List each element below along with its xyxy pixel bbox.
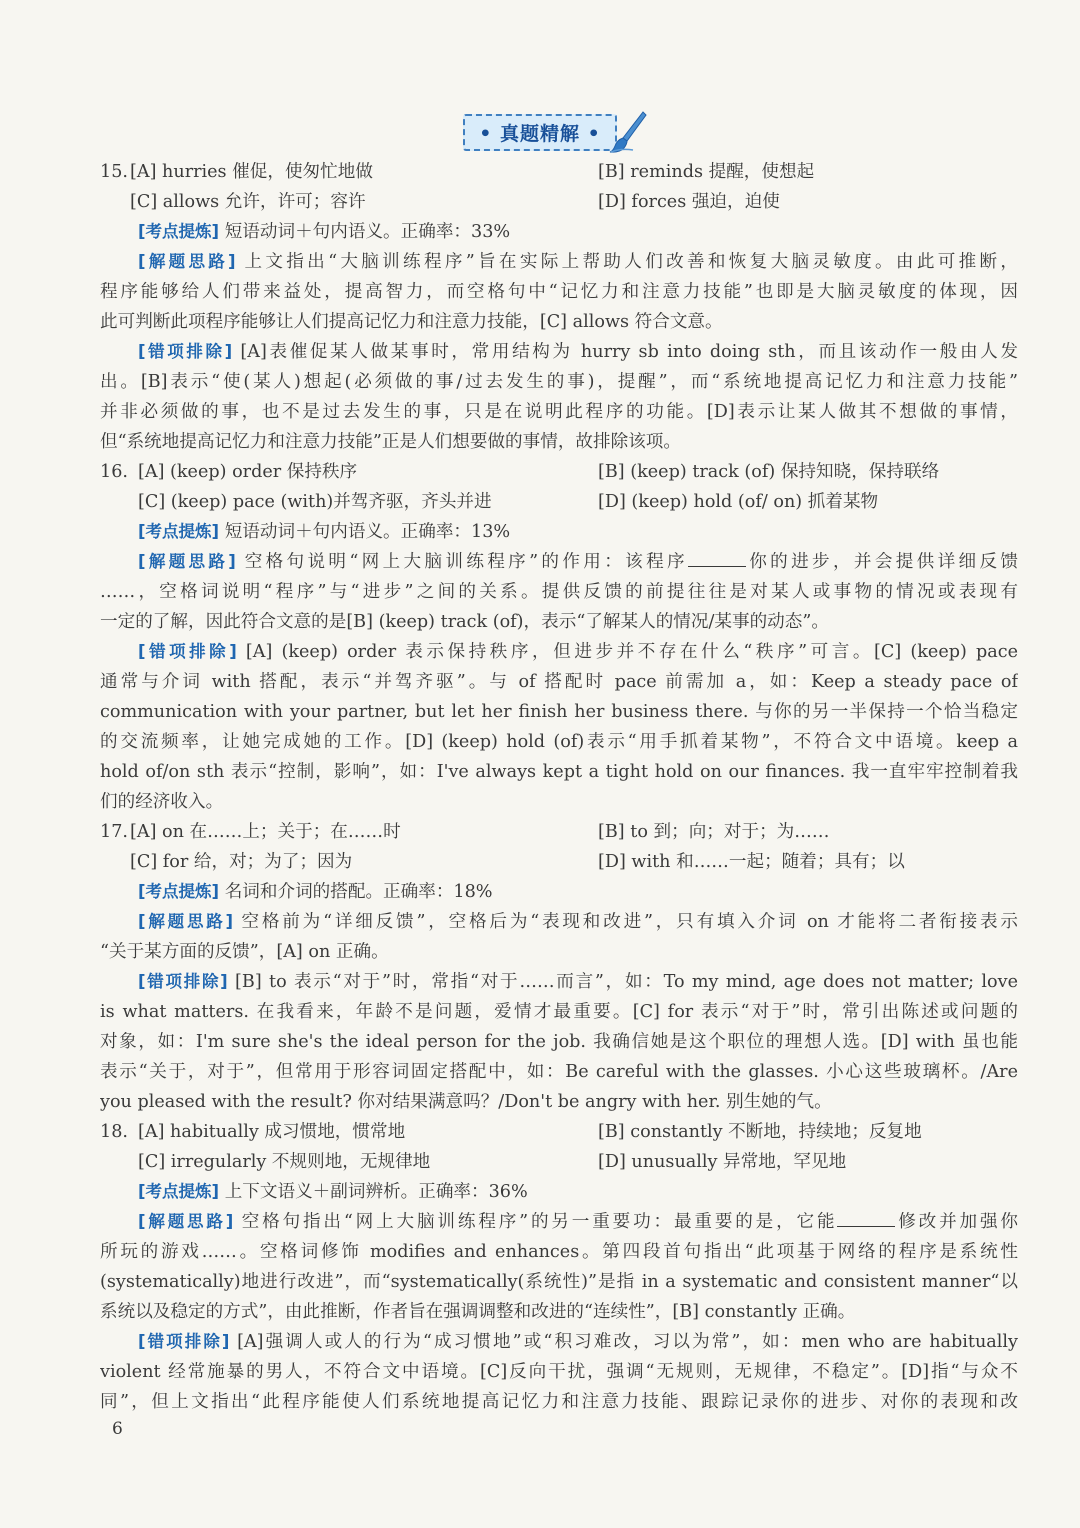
key-point-text: 短语动词＋句内语义。正确率：13% — [224, 522, 511, 542]
q16-analysis-line: ……，空格词说明“程序”与“进步”之间的关系。提供反馈的前提往往是对某人或事物的情况或表现有 — [100, 582, 1018, 602]
section-title-banner — [463, 114, 617, 151]
elimination-tag: [错项排除] — [138, 642, 237, 661]
key-point-text: 短语动词＋句内语义。正确率：33% — [224, 222, 511, 242]
q16-elimination-line: 的交流频率，让她完成她的工作。[D] (keep) hold (of)表示“用手抓着某物”，不符合文中语境。keep a — [100, 732, 1018, 752]
question-17-number: 17. — [100, 822, 128, 842]
key-point-text: 上下文语义＋副词辨析。正确率：36% — [224, 1182, 528, 1202]
analysis-tag: [解题思路] — [138, 912, 234, 931]
elimination-text: [B] to 表示“对于”时，常指“对于……而言”，如：To my mind, age does not matter; love — [235, 972, 1018, 992]
q17-analysis-line — [138, 907, 1018, 937]
q17-option-c: [C] for 给，对；为了；因为 — [130, 852, 353, 872]
q17-elimination-line — [138, 967, 1018, 997]
q16-elimination-line: 们的经济收入。 — [100, 792, 224, 812]
q17-option-b: [B] to 到；向；对于；为…… — [598, 822, 830, 842]
key-point-tag: [考点提炼] — [138, 1182, 220, 1201]
q16-analysis-line — [138, 547, 1018, 577]
q16-option-b: [B] (keep) track (of) 保持知晓，保持联络 — [598, 462, 940, 482]
fill-blank — [688, 548, 746, 567]
q15-elimination-line: 出。[B]表示“使(某人)想起(必须做的事/过去发生的事)，提醒”，而“系统地提高记忆力和注意力技能” — [100, 372, 1018, 392]
q15-option-a: [A] hurries 催促，使匆忙地做 — [130, 162, 373, 182]
q16-option-a: [A] (keep) order 保持秩序 — [138, 462, 358, 482]
q18-option-d: [D] unusually 异常地，罕见地 — [598, 1152, 847, 1172]
q17-elimination-line: you pleased with the result? 你对结果满意吗？/Don't be angry with her. 别生她的气。 — [100, 1092, 832, 1112]
elimination-tag: [错项排除] — [138, 972, 228, 991]
q16-analysis-line: 一定的了解，因此符合文意的是[B] (keep) track (of)，表示“了解某人的情况/某事的动态”。 — [100, 612, 829, 632]
analysis-text: 空格句说明“网上大脑训练程序”的作用：该程序 — [244, 552, 688, 572]
q15-elimination-line: 并非必须做的事，也不是过去发生的事，只是在说明此程序的功能。[D]表示让某人做其不想做的事情， — [100, 402, 1018, 422]
q18-elimination-line — [138, 1327, 1018, 1357]
key-point-text: 名词和介词的搭配。正确率：18% — [224, 882, 493, 902]
analysis-text: 空格句指出“网上大脑训练程序”的另一重要功：最重要的是，它能 — [241, 1212, 838, 1232]
q17-elimination-line: 表示“关于，对于”，但常用于形容词固定搭配中，如：Be careful with the glasses. 小心这些玻璃杯。/Are — [100, 1062, 1018, 1082]
q18-option-a: [A] habitually 成习惯地，惯常地 — [138, 1122, 406, 1142]
analysis-tag: [解题思路] — [138, 252, 236, 271]
fill-blank — [837, 1208, 895, 1227]
q16-elimination-line: hold of/on sth 表示“控制，影响”，如：I've always kept a tight hold on our finances. 我一直牢牢控制着我 — [100, 762, 1018, 782]
section-header — [0, 114, 1080, 151]
q15-analysis-line — [138, 247, 1018, 277]
q15-option-b: [B] reminds 提醒，使想起 — [598, 162, 815, 182]
analysis-text: 修改并加强你 — [895, 1212, 1018, 1232]
q18-analysis-line — [138, 1207, 1018, 1237]
page-number: 6 — [112, 1419, 123, 1439]
q17-elimination-line: is what matters. 在我看来，年龄不是问题，爱情才最重要。[C] for 表示“对于”时，常引出陈述或问题的 — [100, 1002, 1018, 1022]
bullet-dot: • — [587, 123, 601, 145]
q18-elimination-line: 同”，但上文指出“此程序能使人们系统地提高记忆力和注意力技能、跟踪记录你的进步、对你的表现和改 — [100, 1392, 1018, 1412]
question-16-number: 16. — [100, 462, 128, 482]
q15-option-d: [D] forces 强迫，迫使 — [598, 192, 780, 212]
q15-key-point — [138, 217, 1018, 247]
key-point-tag: [考点提炼] — [138, 522, 220, 541]
q16-elimination-line: communication with your partner, but let her finish her business there. 与你的另一半保持一个恰当稳定 — [100, 702, 1018, 722]
q16-elimination-line: 通常与介词 with 搭配，表示“并驾齐驱”。与 of 搭配时 pace 前需加 a，如：Keep a steady pace of — [100, 672, 1018, 692]
q18-analysis-line: 系统以及稳定的方式”，由此推断，作者旨在强调调整和改进的“连续性”，[B] constantly 正确。 — [100, 1302, 856, 1322]
analysis-text: 空格前为“详细反馈”，空格后为“表现和改进”，只有填入介词 on 才能将二者衔接表示 — [241, 912, 1018, 932]
question-15-number: 15. — [100, 162, 128, 182]
q18-analysis-line: (systematically)地进行改进”，而“systematically(系统性)”是指 in a systematic and consistent manner“以 — [100, 1272, 1018, 1292]
q16-option-d: [D] (keep) hold (of/ on) 抓着某物 — [598, 492, 879, 512]
elimination-tag: [错项排除] — [138, 342, 233, 361]
q18-key-point — [138, 1177, 1018, 1207]
key-point-tag: [考点提炼] — [138, 222, 220, 241]
q18-elimination-line: violent 经常施暴的男人，不符合文中语境。[C]反向干扰，强调“无规则，无规律，不稳定”。[D]指“与众不 — [100, 1362, 1018, 1382]
q16-elimination-line — [138, 637, 1018, 667]
analysis-tag: [解题思路] — [138, 552, 236, 571]
q16-option-c: [C] (keep) pace (with)并驾齐驱，齐头并进 — [138, 492, 492, 512]
analysis-text: 你的进步，并会提供详细反馈 — [745, 552, 1018, 572]
section-title: 真题精解 — [499, 123, 580, 145]
elimination-text: [A]表催促某人做某事时，常用结构为 hurry sb into doing sth，而且该动作一般由人发 — [240, 342, 1018, 362]
q17-elimination-line: 对象，如：I'm sure she's the ideal person for the job. 我确信她是这个职位的理想人选。[D] with 虽也能 — [100, 1032, 1018, 1052]
elimination-text: [A] (keep) order 表示保持秩序，但进步并不存在什么“秩序”可言。[C] (keep) pace — [245, 642, 1018, 662]
brush-icon — [609, 110, 649, 154]
q15-analysis-line: 程序能够给人们带来益处，提高智力，而空格句中“记忆力和注意力技能”也即是大脑灵敏度的体现，因 — [100, 282, 1018, 302]
q15-elimination-line: 但“系统地提高记忆力和注意力技能”正是人们想要做的事情，故排除该项。 — [100, 432, 681, 452]
q15-option-c: [C] allows 允许，许可；容许 — [130, 192, 366, 212]
question-18-number: 18. — [100, 1122, 128, 1142]
q18-analysis-line: 所玩的游戏……。空格词修饰 modifies and enhances。第四段首句指出“此项基于网络的程序是系统性 — [100, 1242, 1018, 1262]
elimination-tag: [错项排除] — [138, 1332, 230, 1351]
analysis-tag: [解题思路] — [138, 1212, 234, 1231]
q15-elimination-line — [138, 337, 1018, 367]
q15-analysis-line: 此可判断此项程序能够让人们提高记忆力和注意力技能，[C] allows 符合文意。 — [100, 312, 723, 332]
bullet-dot: • — [479, 123, 493, 145]
q17-option-d: [D] with 和……一起；随着；具有；以 — [598, 852, 905, 872]
q17-key-point — [138, 877, 1018, 907]
q17-option-a: [A] on 在……上；关于；在……时 — [130, 822, 401, 842]
q18-option-c: [C] irregularly 不规则地，无规律地 — [138, 1152, 431, 1172]
q17-analysis-line: “关于某方面的反馈”，[A] on 正确。 — [100, 942, 389, 962]
q16-key-point — [138, 517, 1018, 547]
elimination-text: [A]强调人或人的行为“成习惯地”或“积习难改，习以为常”，如：men who are habitually — [237, 1332, 1018, 1352]
key-point-tag: [考点提炼] — [138, 882, 220, 901]
q18-option-b: [B] constantly 不断地，持续地；反复地 — [598, 1122, 922, 1142]
analysis-text: 上文指出“大脑训练程序”旨在实际上帮助人们改善和恢复大脑灵敏度。由此可推断， — [244, 252, 1018, 272]
